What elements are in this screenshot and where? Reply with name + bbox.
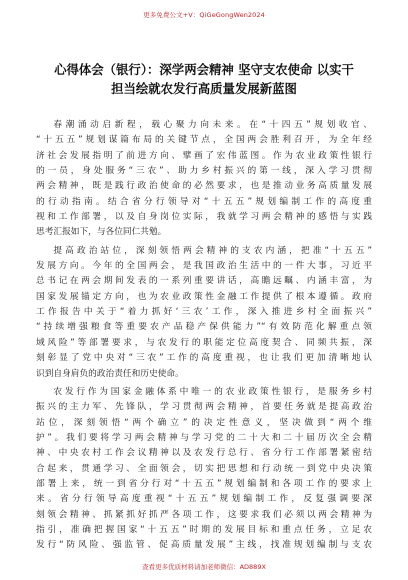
paragraph-line: 站位，深刻领悟“两个确立”的决定性意义，坚决做到“两个维: [36, 417, 372, 428]
paragraph-line: 刻彰显了党中央对“三农”工作的高度重视，也让我们更加清晰地认: [36, 353, 372, 364]
document-title: [28, 60, 380, 98]
document-body: [36, 118, 372, 557]
paragraph: [36, 385, 372, 554]
paragraph-line: 农发行作为国家金融体系中唯一的农业政策性银行，是服务乡村: [53, 386, 372, 397]
title-line: 心得体会（银行）：深学两会精神 坚守支农使命 以实干: [54, 62, 354, 77]
top-watermark-banner: 更多免费公文+V：QiGeGongWen2024: [143, 11, 265, 19]
title-line: 担当绘就农发行高质量发展新蓝图: [111, 81, 297, 96]
paragraph-line: 提高政治站位，深刻领悟两会精神的支农内涵，把准“十五五”: [53, 245, 372, 256]
paragraph-line: 神、中央农村工作会议精神以及农发行总行、省分行工作部署紧密结: [36, 448, 372, 459]
paragraph-line: “持续增强粮食等重要农产品稳产保供能力”“有效防范化解重点领: [36, 322, 372, 333]
paragraph-line: 刻领会精神、抓紧抓好抓严各项工作，这要求我们必须以两会精神为: [36, 509, 372, 520]
bottom-watermark-banner: 查看更多优质材料请加老师微信：AD889X: [142, 563, 266, 571]
paragraph-line: 两会精神，既是践行政治使命的必然要求，也是推动业务高质量发展: [36, 181, 372, 192]
paragraph-line: 域风险”等部署要求，与农发行的职能定位高度契合、同频共振，深: [36, 337, 372, 348]
paragraph: [36, 244, 372, 382]
paragraph-line: 振兴的主力军、先锋队，学习贯彻两会精神，首要任务就是提高政治: [36, 402, 372, 413]
paragraph-line: 部署上来，统一到省分行对“十五五”规划编制和各项工作的要求上: [36, 478, 372, 489]
paragraph-line: 指引，准确把握国家“十五五”时期的发展目标和重点任务，立足农: [36, 524, 372, 535]
paragraph-line: 发行“防风险、强监管、促高质量发展”主线，找准规划编制与支农: [36, 540, 372, 551]
paragraph-line: 护”。我们要将学习两会精神与学习党的二十大和二十届历次全会精: [36, 432, 372, 443]
paragraph-line: 的行动指南。结合省分行领导对“十五五”规划编制工作的高度重: [36, 196, 372, 207]
paragraph-line: 国家发展锚定方向，也为农业政策性金融工作提供了根本遵循。政府: [36, 291, 372, 302]
paragraph-line: “十五五”规划谋篇布局的关键节点，全国两会胜利召开，为全年经: [36, 135, 372, 146]
paragraph-line: 来。省分行领导高度重视“十五五”规划编制工作，反复强调要深: [36, 494, 372, 505]
paragraph-line: 济社会发展指明了前进方向、擘画了宏伟蓝图。作为农业政策性银行: [36, 150, 372, 161]
paragraph-line: 的一员，身处服务“三农”、助力乡村振兴的第一线，深入学习贯彻: [36, 166, 372, 177]
paragraph-line: 春潮涌动启新程，载心聚力向未来。在“十四五”规划收官、: [53, 120, 372, 130]
paragraph-line: 合起来，贯通学习、全面领会，切实把思想和行动统一到党中央决策: [36, 463, 372, 474]
paragraph-line: 总书记在两会期间发表的一系列重要讲话，高瞻远瞩、内涵丰富，为: [36, 276, 372, 287]
paragraph-line: 思考汇报如下，与各位同仁共勉。: [36, 227, 167, 238]
paragraph-line: 视和工作部署，以及自身岗位实际，我就学习两会精神的感悟与实践: [36, 212, 372, 223]
paragraph: [36, 118, 372, 241]
paragraph-line: 发展方向。今年的全国两会，是我国政治生活中的一件大事，习近平: [36, 261, 372, 272]
paragraph-line: 工作报告中关于“着力抓好‘三农’工作，深入推进乡村全面振兴”: [36, 307, 372, 318]
paragraph-line: 识到自身肩负的政治责任和历史使命。: [36, 368, 184, 379]
